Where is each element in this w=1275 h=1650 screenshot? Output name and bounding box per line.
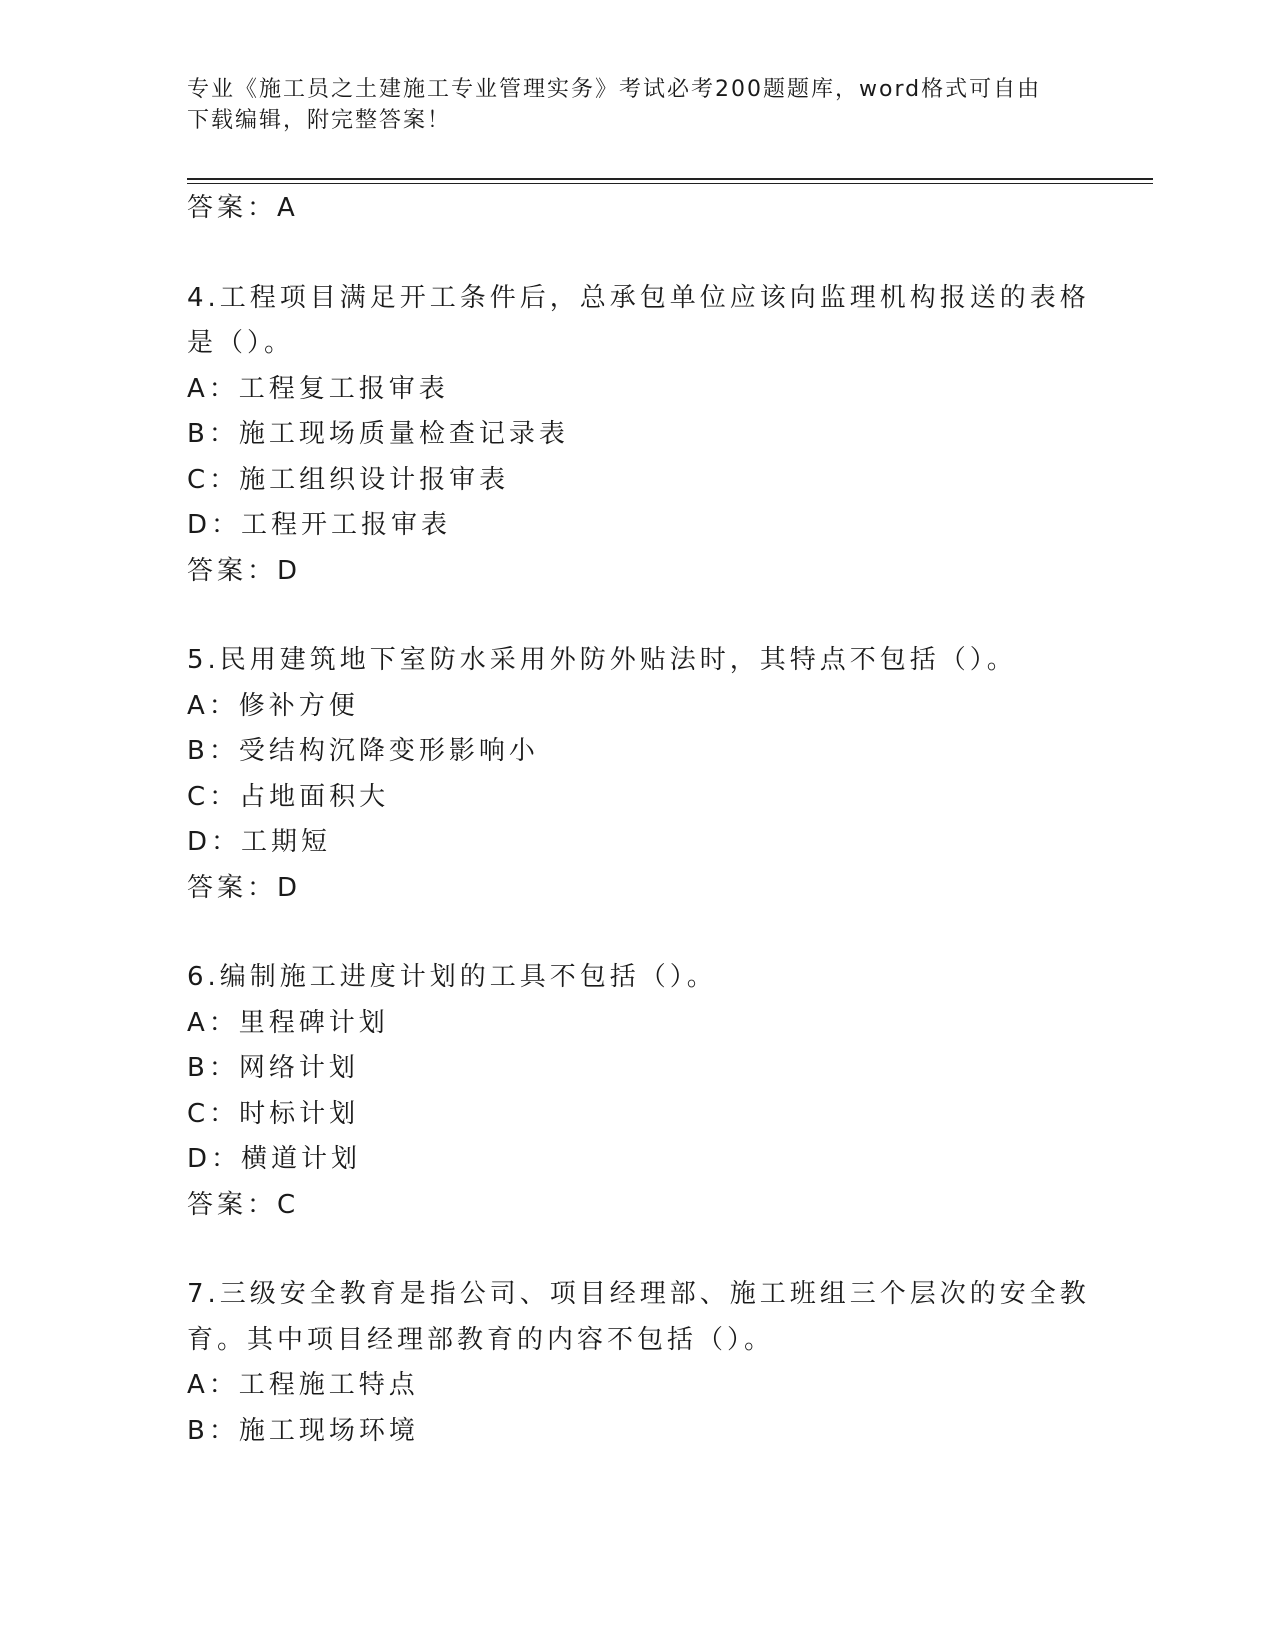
option-a: A：工程复工报审表 <box>187 373 449 404</box>
answer: 答案：C <box>187 1189 300 1220</box>
option-b: B：受结构沉降变形影响小 <box>187 736 539 766</box>
answer-previous: 答案：A <box>187 193 299 223</box>
question-stem: 5.民用建筑地下室防水采用外防外贴法时，其特点不包括（）。 <box>187 645 1017 675</box>
option-d: D：工期短 <box>187 827 332 857</box>
spacer <box>187 594 1087 638</box>
option-c: C：占地面积大 <box>187 781 390 812</box>
question-stem: 4.工程项目满足开工条件后，总承包单位应该向监理机构报送的表格 <box>187 282 1090 313</box>
spacer <box>187 911 1087 955</box>
answer: 答案：D <box>187 872 302 903</box>
option-a: A：修补方便 <box>187 690 359 721</box>
option-a: A：里程碑计划 <box>187 1007 389 1038</box>
option-b: B：施工现场环境 <box>187 1415 419 1446</box>
option-c: C：施工组织设计报审表 <box>187 464 510 495</box>
header-divider-thin <box>187 183 1153 184</box>
question-stem: 6.编制施工进度计划的工具不包括（）。 <box>187 962 717 992</box>
question-6 <box>187 955 1087 1228</box>
question-5 <box>187 638 1087 911</box>
option-b: B：施工现场质量检查记录表 <box>187 419 569 449</box>
question-4 <box>187 276 1090 595</box>
option-d: D：工程开工报审表 <box>187 510 452 540</box>
option-b: B：网络计划 <box>187 1053 359 1083</box>
option-d: D：横道计划 <box>187 1144 362 1174</box>
question-7 <box>187 1272 1090 1454</box>
answer: 答案：D <box>187 555 302 586</box>
question-content <box>187 186 1090 1454</box>
option-a: A：工程施工特点 <box>187 1370 419 1400</box>
question-stem: 育。其中项目经理部教育的内容不包括（）。 <box>187 1324 775 1355</box>
spacer <box>187 232 1087 276</box>
question-stem: 7.三级安全教育是指公司、项目经理部、施工班组三个层次的安全教 <box>187 1279 1090 1309</box>
header-divider-thick <box>187 178 1153 180</box>
question-stem: 是（）。 <box>187 328 295 358</box>
header-line-2: 下载编辑，附完整答案！ <box>187 108 452 133</box>
spacer <box>187 1228 1087 1272</box>
header-line-1: 专业《施工员之土建施工专业管理实务》考试必考200题题库，word格式可自由 <box>187 77 1042 102</box>
document-header <box>187 74 1067 136</box>
option-c: C：时标计划 <box>187 1098 360 1129</box>
